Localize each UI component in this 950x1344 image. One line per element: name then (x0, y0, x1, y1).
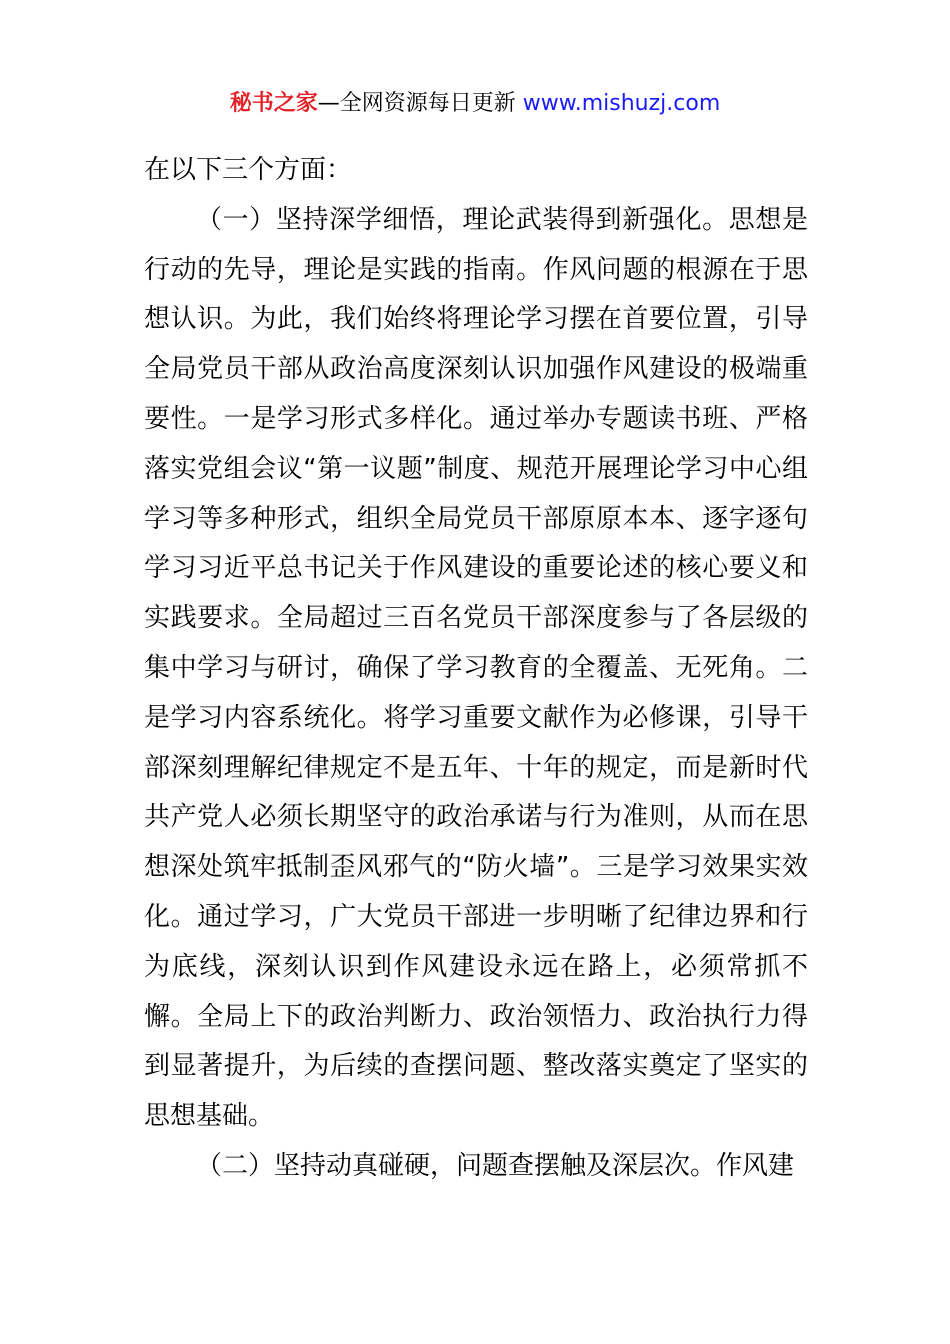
site-url-link[interactable]: www.mishuzj.com (522, 91, 721, 116)
section-one-paragraph: （一）坚持深学细悟，理论武装得到新强化。思想是行动的先导，理论是实践的指南。作风问题的根源在于思想认识。为此，我们始终将理论学习摆在首要位置，引导全局党员干部从政治高度深刻认识加强作风建设的极端重要性。一是学习形式多样化。通过举办专题读书班、严格落实党组会议“第一议题”制度、规范开展理论学习中心组学习等多种形式，组织全局党员干部原原本本、逐字逐句学习习近平总书记关于作风建设的重要论述的核心要义和实践要求。全局超过三百名党员干部深度参与了各层级的集中学习与研讨，确保了学习教育的全覆盖、无死角。二是学习内容系统化。将学习重要文献作为必修课，引导干部深刻理解纪律规定不是五年、十年的规定，而是新时代共产党人必须长期坚守的政治承诺与行为准则，从而在思想深处筑牢抵制歪风邪气的“防火墙”。三是学习效果实效化。通过学习，广大党员干部进一步明晰了纪律边界和行为底线，深刻认识到作风建设永远在路上，必须常抓不懈。全局上下的政治判断力、政治领悟力、政治执行力得到显著提升，为后续的查摆问题、整改落实奠定了坚实的思想基础。 (144, 204, 808, 1132)
section-two-paragraph: （二）坚持动真碰硬，问题查摆触及深层次。作风建 (196, 1150, 795, 1181)
site-brand: 秘书之家 (229, 91, 318, 116)
page-header (0, 88, 950, 120)
document-body (144, 146, 808, 1192)
site-tagline: —全网资源每日更新 (317, 91, 523, 116)
intro-line: 在以下三个方面： (144, 155, 353, 185)
